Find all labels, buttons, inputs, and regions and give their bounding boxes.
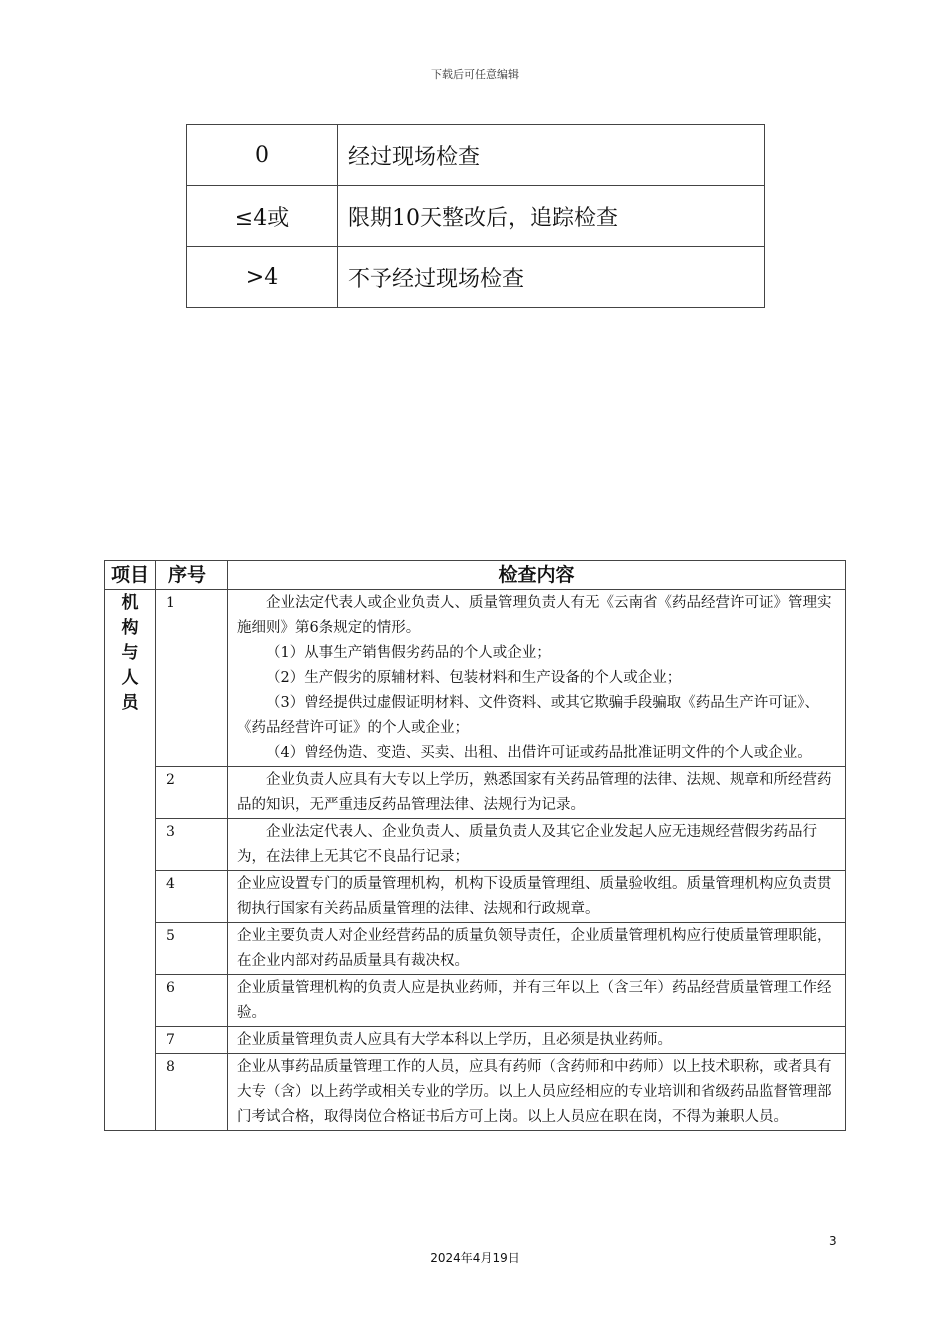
row-content bbox=[228, 1054, 846, 1131]
header-item: 项目 bbox=[105, 561, 156, 590]
content-paragraph: （4）曾经伪造、变造、买卖、出租、出借许可证或药品批准证明文件的个人或企业。 bbox=[266, 745, 812, 761]
row-content bbox=[228, 923, 846, 975]
row-content bbox=[228, 819, 846, 871]
scoring-row bbox=[187, 247, 765, 308]
page-number: 3 bbox=[829, 1234, 837, 1248]
row-content bbox=[228, 590, 846, 767]
table-row bbox=[105, 975, 846, 1027]
row-number: 7 bbox=[156, 1027, 228, 1054]
score-cell: 0 bbox=[187, 125, 338, 186]
table-row bbox=[105, 590, 846, 767]
table-row bbox=[105, 923, 846, 975]
footer-date: 2024年4月19日 bbox=[430, 1251, 520, 1265]
content-paragraph: 企业法定代表人或企业负责人、质量管理负责人有无《云南省《药品经营许可证》管理实施细则》第6条规定的情形。 bbox=[237, 595, 832, 636]
content-paragraph: 企业负责人应具有大专以上学历，熟悉国家有关药品管理的法律、法规、规章和所经营药品的知识，无严重违反药品管理法律、法规行为记录。 bbox=[237, 772, 832, 813]
table-row bbox=[105, 1054, 846, 1131]
table-row bbox=[105, 871, 846, 923]
row-number: 2 bbox=[156, 767, 228, 819]
table-row bbox=[105, 767, 846, 819]
category-label: 机构与人员 bbox=[121, 593, 139, 713]
content-paragraph: （3）曾经提供过虚假证明材料、文件资料、或其它欺骗手段骗取《药品生产许可证》、《药品经营许可证》的个人或企业； bbox=[237, 695, 819, 736]
header-content: 检查内容 bbox=[228, 561, 846, 590]
content-paragraph: （1）从事生产销售假劣药品的个人或企业； bbox=[266, 645, 551, 661]
content-paragraph: 企业法定代表人、企业负责人、质量负责人及其它企业发起人应无违规经营假劣药品行为，在法律上无其它不良品行记录； bbox=[237, 824, 817, 865]
header-number: 序号 bbox=[156, 561, 228, 590]
content-paragraph: 企业从事药品质量管理工作的人员，应具有药师（含药师和中药师）以上技术职称，或者具有大专（含）以上药学或相关专业的学历。以上人员应经相应的专业培训和省级药品监督管理部门考试合格，取得岗位合格证书后方可上岗。以上人员应在职在岗，不得为兼职人员。 bbox=[237, 1059, 832, 1125]
table-row bbox=[105, 819, 846, 871]
row-content bbox=[228, 871, 846, 923]
content-paragraph: （2）生产假劣的原辅材料、包装材料和生产设备的个人或企业； bbox=[266, 670, 682, 686]
content-paragraph: 企业质量管理机构的负责人应是执业药师，并有三年以上（含三年）药品经营质量管理工作经验。 bbox=[237, 980, 832, 1021]
row-number: 6 bbox=[156, 975, 228, 1027]
table-row bbox=[105, 1027, 846, 1054]
row-content bbox=[228, 1027, 846, 1054]
score-cell: >4 bbox=[187, 247, 338, 308]
content-paragraph: 企业应设置专门的质量管理机构，机构下设质量管理组、质量验收组。质量管理机构应负责贯彻执行国家有关药品质量管理的法律、法规和行政规章。 bbox=[237, 876, 832, 917]
page-header: 下载后可任意编辑 bbox=[431, 68, 519, 81]
row-content bbox=[228, 767, 846, 819]
row-number: 8 bbox=[156, 1054, 228, 1131]
row-content bbox=[228, 975, 846, 1027]
inspection-table bbox=[104, 560, 846, 1131]
result-cell: 经过现场检查 bbox=[338, 125, 765, 186]
content-paragraph: 企业主要负责人对企业经营药品的质量负领导责任，企业质量管理机构应行使质量管理职能，在企业内部对药品质量具有裁决权。 bbox=[237, 928, 832, 969]
content-paragraph: 企业质量管理负责人应具有大学本科以上学历，且必须是执业药师。 bbox=[237, 1032, 672, 1048]
scoring-row bbox=[187, 186, 765, 247]
score-cell: ≤4或 bbox=[187, 186, 338, 247]
scoring-row bbox=[187, 125, 765, 186]
result-cell: 限期10天整改后，追踪检查 bbox=[338, 186, 765, 247]
row-number: 5 bbox=[156, 923, 228, 975]
row-number: 1 bbox=[156, 590, 228, 767]
row-number: 3 bbox=[156, 819, 228, 871]
result-cell: 不予经过现场检查 bbox=[338, 247, 765, 308]
row-number: 4 bbox=[156, 871, 228, 923]
scoring-table bbox=[186, 124, 765, 308]
inspection-table-header bbox=[105, 561, 846, 590]
category-cell bbox=[105, 590, 156, 1131]
